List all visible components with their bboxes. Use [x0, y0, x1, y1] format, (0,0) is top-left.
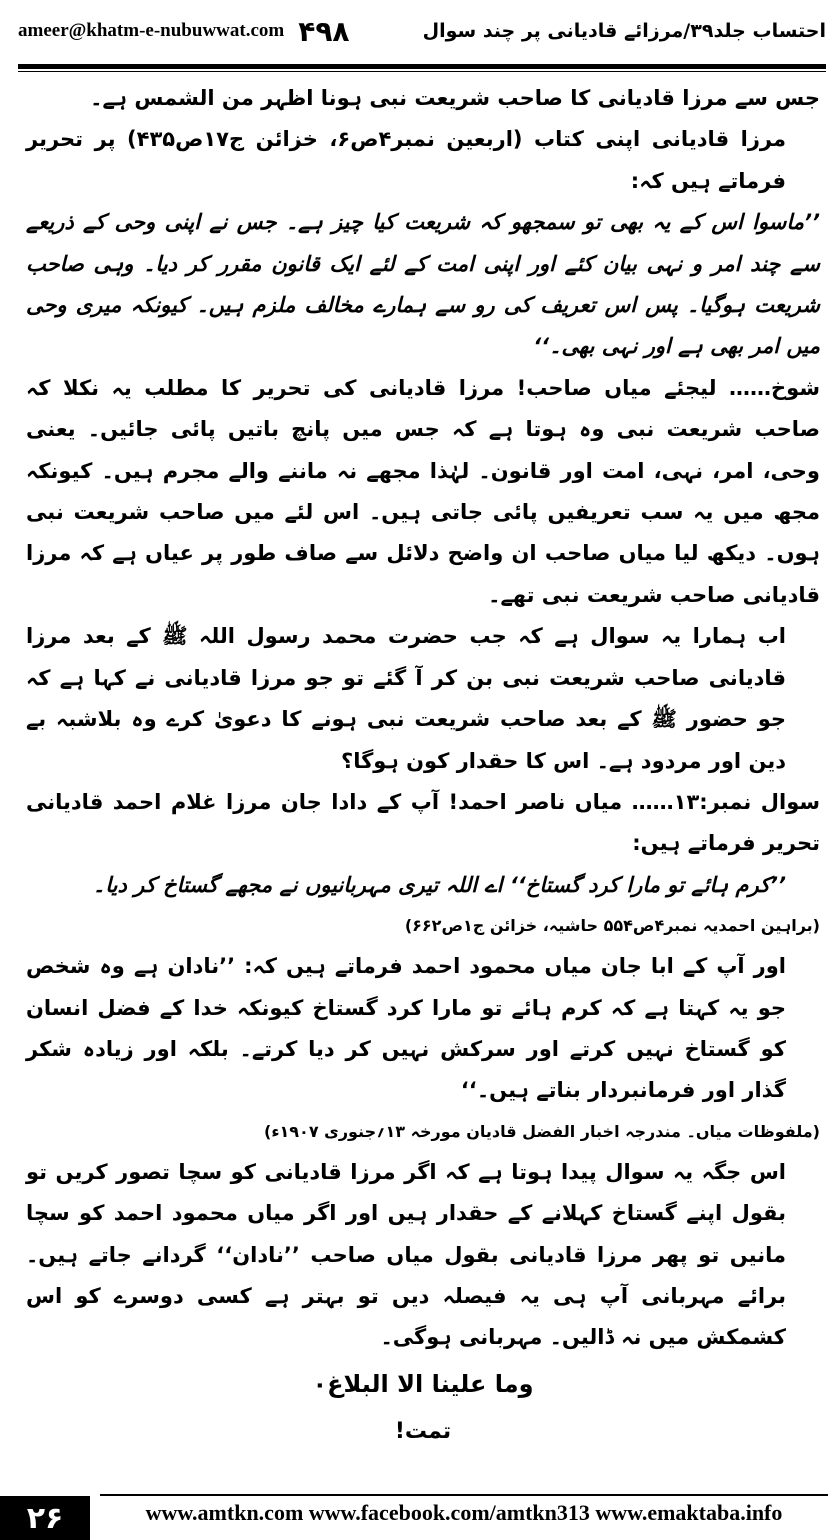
- page-header: [18, 6, 826, 56]
- paragraph-3: شوخ…… لیجئے میاں صاحب! مرزا قادیانی کی تحریر کا مطلب یہ نکلا کہ صاحب شریعت نبی وہ ہوتا ہے کہ جس میں پانچ باتیں پائی جائیں۔ یعنی وحی، امر، نہی، امت اور قانون۔ لہٰذا مجھے نہ ماننے والے مجرم ہیں۔ کیونکہ مجھ میں یہ سب تعریفیں پائی جاتی ہیں۔ اس لئے میں صاحب شریعت نبی ہوں۔ دیکھ لیا میاں صاحب ان واضح دلائل سے صاف طور پر عیاں ہے کہ مرزا قادیانی صاحب شریعت نبی تھے۔: [26, 375, 820, 607]
- paragraph-5: اور آپ کے ابا جان میاں محمود احمد فرماتے ہیں کہ: ’’نادان ہے وہ شخص جو یہ کہتا ہے کہ کرم ہائے تو مارا کرد گستاخ کیونکہ خدا کے فضل انسان کو گستاخ نہیں کرتے اور سرکش نہیں کر دیا کرتے۔ بلکہ اور زیادہ شکر گذار اور فرمانبردار بناتے ہیں۔‘‘: [26, 954, 786, 1103]
- paragraph-1: جس سے مرزا قادیانی کا صاحب شریعت نبی ہونا اظہر من الشمس ہے۔: [90, 86, 820, 110]
- footer-rule: [100, 1494, 828, 1496]
- reference-2: (ملفوظات میاں۔ مندرجہ اخبار الفضل قادیان مورخہ ۱۳؍جنوری ۱۹۰۷ء): [264, 1121, 820, 1141]
- footer-page-number: ۲۶: [0, 1496, 90, 1540]
- header-page-number: ۴۹۸: [298, 14, 350, 48]
- quotation-2: ’’کرم ہائے تو مارا کرد گستاخ‘‘ اے اللہ تیری مہربانیوں نے مجھے گستاخ کر دیا۔: [92, 872, 786, 897]
- header-rule-thin: [18, 71, 826, 72]
- paragraph-2: مرزا قادیانی اپنی کتاب (اربعین نمبر۴ص۶، خزائن ج۱۷ص۴۳۵) پر تحریر فرماتے ہیں کہ:: [26, 127, 787, 193]
- question-13: سوال نمبر:۱۳…… میاں ناصر احمد! آپ کے دادا جان مرزا غلام احمد قادیانی تحریر فرماتے ہیں:: [26, 789, 821, 856]
- header-email: ameer@khatm-e-nubuwwat.com: [18, 20, 285, 41]
- quotation-1: ’’ماسوا اس کے یہ بھی تو سمجھو کہ شریعت کیا چیز ہے۔ جس نے اپنی وحی کے ذریعے سے چند امر و نہی بیان کئے اور اپنی امت کے لئے ایک قانون مقرر کر دیا۔ وہی صاحب شریعت ہوگیا۔ پس اس تعریف کی رو سے ہمارے مخالف ملزم ہیں۔ کیونکہ میری وحی میں امر بھی ہے اور نہی بھی۔‘‘: [26, 210, 820, 359]
- reference-1: (براہین احمدیہ نمبر۴ص۵۵۴ حاشیہ، خزائن ج۱ص۶۶۲): [404, 916, 820, 936]
- paragraph-6: اس جگہ یہ سوال پیدا ہوتا ہے کہ اگر مرزا قادیانی کو سچا تصور کریں تو بقول اپنے گستاخ کہلانے کے حقدار ہیں اور اگر میاں محمود احمد کو سچا مانیں تو پھر مرزا قادیانی بقول میاں صاحب ’’نادان‘‘ گردانے جاتے ہیں۔ برائے مہربانی آپ ہی یہ فیصلہ دیں تو بہتر ہے کسی دوسرے کو اس کشمکش میں نہ ڈالیں۔ مہربانی ہوگی۔: [26, 1159, 786, 1350]
- closing-line: وما علینا الا البلاغ۰: [312, 1369, 534, 1398]
- paragraph-4: اب ہمارا یہ سوال ہے کہ جب حضرت محمد رسول اللہ ﷺ کے بعد مرزا قادیانی صاحب شریعت نبی بن کر آ گئے تو جو مرزا قادیانی نے کہا ہے کہ جو حضور ﷺ کے بعد صاحب شریعت نبی ہونے کا دعویٰ کرے وہ بلاشبہ بے دین اور مردود ہے۔ اس کا حقدار کون ہوگا؟: [26, 624, 786, 773]
- footer-links: www.amtkn.com www.facebook.com/amtkn313 www.emaktaba.info: [145, 1500, 783, 1525]
- header-title: احتساب جلد۳۹/مرزائے قادیانی پر چند سوال: [422, 20, 826, 42]
- end-mark: تمت!: [394, 1418, 452, 1444]
- page-body: [26, 78, 820, 1455]
- header-rule-thick: [18, 64, 826, 69]
